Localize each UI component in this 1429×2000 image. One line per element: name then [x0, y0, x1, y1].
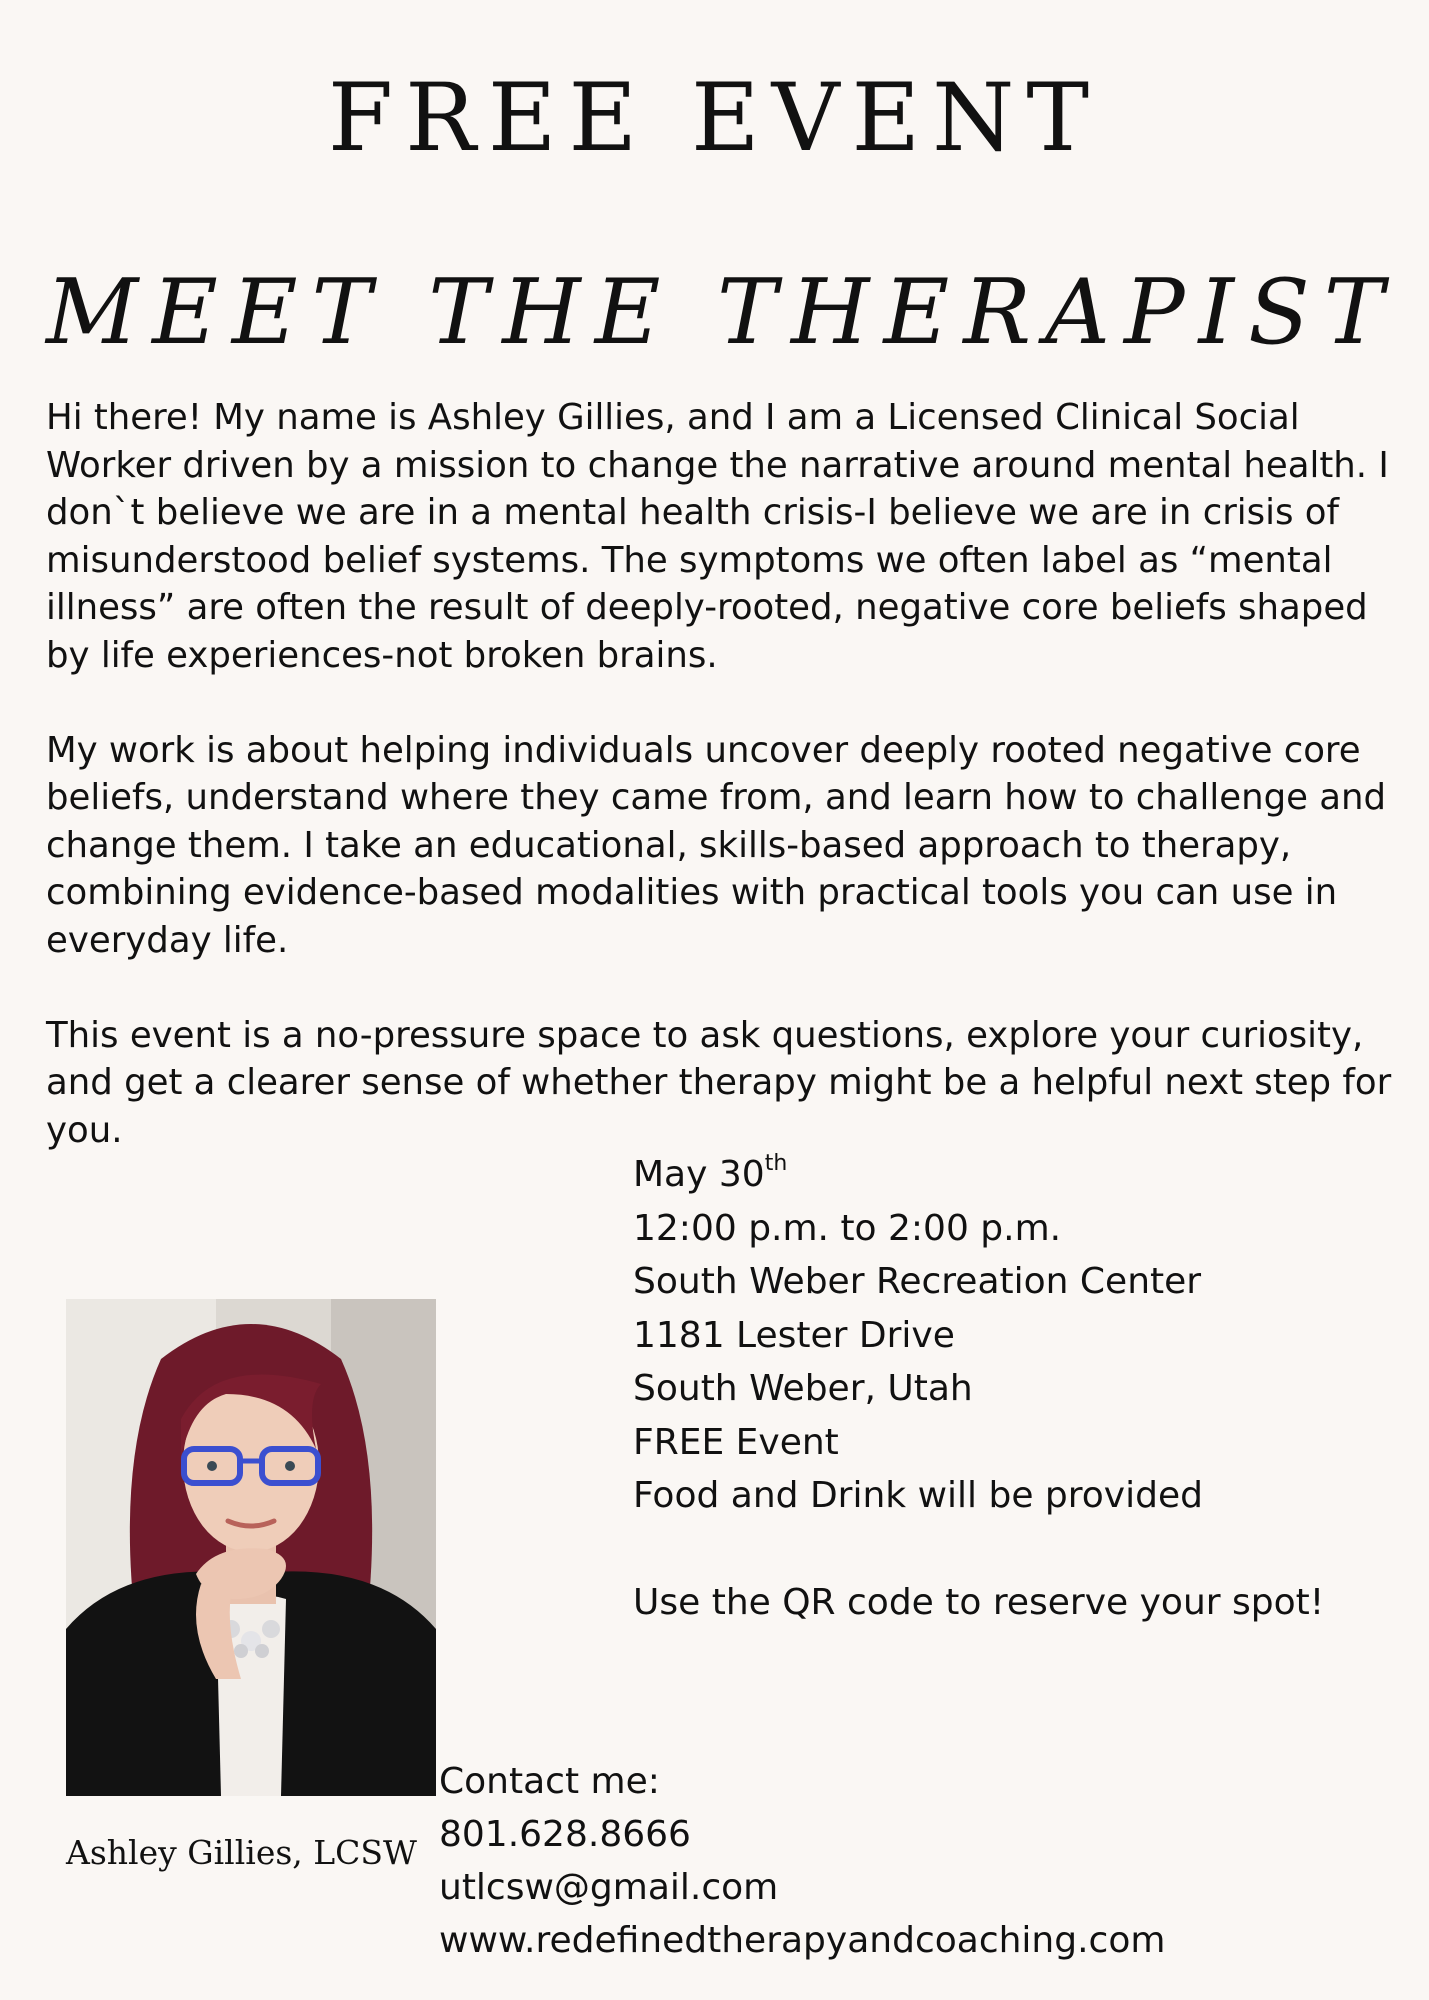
contact-phone[interactable]: 801.628.8666	[439, 1814, 691, 1855]
event-date-suffix: th	[764, 1151, 788, 1176]
event-price: FREE Event	[633, 1421, 839, 1463]
event-details	[633, 1148, 1393, 1630]
event-street: 1181 Lester Drive	[633, 1314, 955, 1356]
event-date-text: May 30	[633, 1154, 765, 1195]
bio-paragraph-event: This event is a no-pressure space to ask questions, explore your curiosity, and get a clearer sense of whether therapy might be a helpful next step for you.	[46, 1014, 1392, 1151]
details-spacer	[633, 1523, 1393, 1577]
photo-caption: Ashley Gillies, LCSW	[66, 1833, 417, 1872]
event-date	[633, 1148, 1393, 1202]
contact-info	[439, 1755, 1165, 1967]
event-food: Food and Drink will be provided	[633, 1475, 1203, 1516]
event-venue: South Weber Recreation Center	[633, 1261, 1202, 1302]
portrait-illustration	[66, 1299, 436, 1796]
contact-website[interactable]: www.redefinedtherapyandcoaching.com	[439, 1920, 1166, 1961]
bio-paragraph-approach: My work is about helping individuals uncover deeply rooted negative core beliefs, understand where they came from, and learn how to challenge and change them. I take an educational, skills-based approach to therapy, combining evidence-based modalities with practical tools you can use in everyday life.	[46, 729, 1387, 961]
contact-email[interactable]: utlcsw@gmail.com	[439, 1867, 779, 1908]
event-cta: Use the QR code to reserve your spot!	[633, 1582, 1325, 1623]
therapist-photo	[66, 1299, 436, 1796]
bio-text	[46, 394, 1396, 1154]
headline-meet-the-therapist: MEET THE THERAPIST	[46, 260, 1398, 365]
headline-free-event: FREE EVENT	[327, 64, 1102, 173]
bio-paragraph-intro: Hi there! My name is Ashley Gillies, and I am a Licensed Clinical Social Worker driven by a mission to change the narrative around mental health. I don`t believe we are in a mental health crisis-I believe we are in crisis of misunderstood belief systems. The symptoms we often label as “mental illness” are often the result of deeply-rooted, negative core beliefs shaped by life experiences-not broken brains.	[46, 397, 1389, 676]
event-time: 12:00 p.m. to 2:00 p.m.	[633, 1207, 1062, 1249]
event-city: South Weber, Utah	[633, 1368, 973, 1409]
contact-heading: Contact me:	[439, 1761, 660, 1802]
